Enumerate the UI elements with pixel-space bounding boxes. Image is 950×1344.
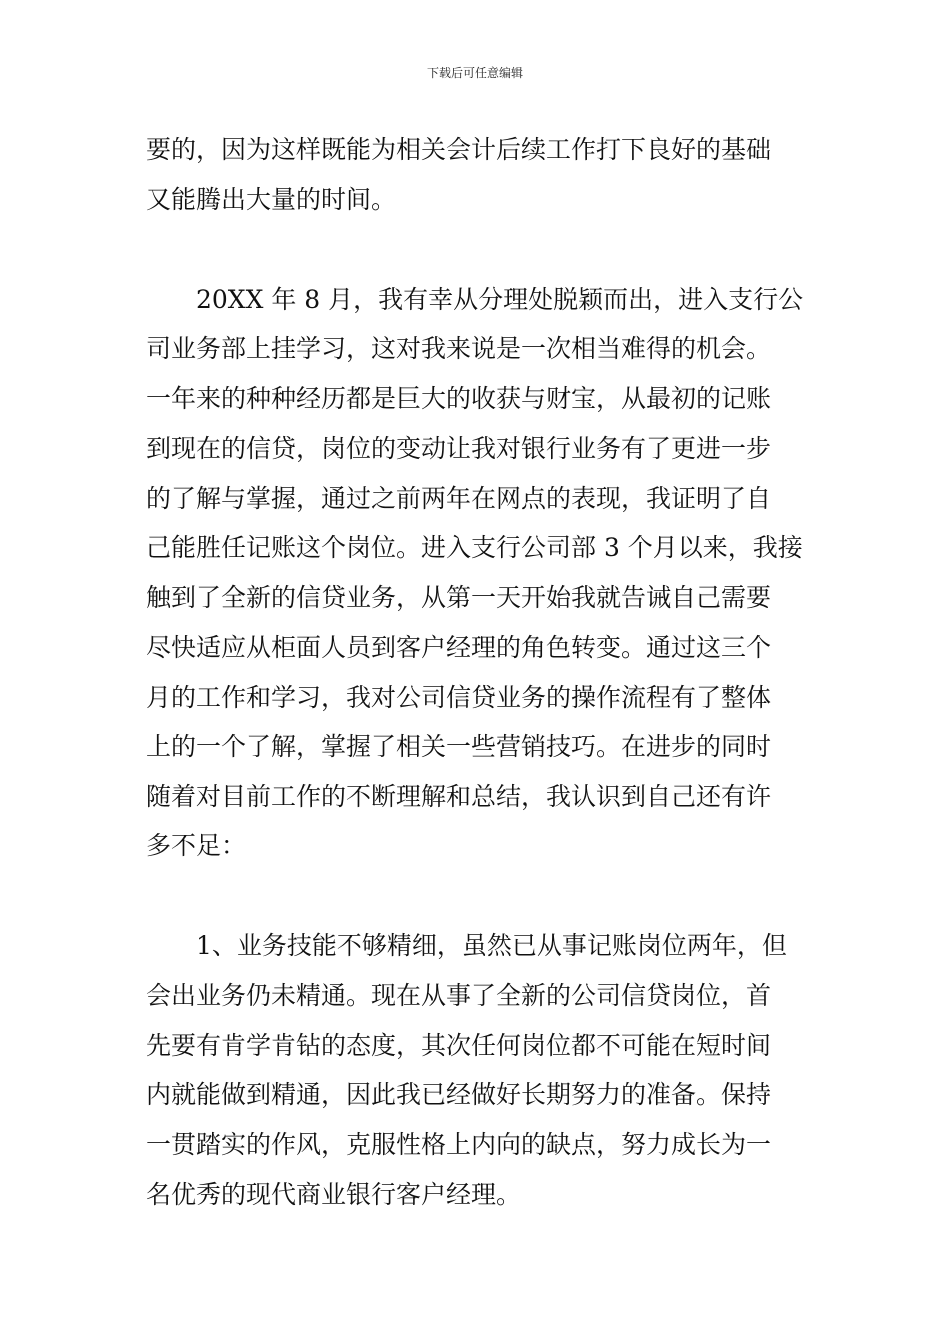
text-line: 上的一个了解，掌握了相关一些营销技巧。在进步的同时	[146, 732, 772, 761]
text-line: 先要有肯学肯钻的态度，其次任何岗位都不可能在短时间	[146, 1031, 772, 1060]
text-line: 己能胜任记账这个岗位。进入支行公司部 3 个月以来，我接	[146, 533, 803, 562]
text-line: 一年来的种种经历都是巨大的收获与财宝，从最初的记账	[146, 384, 772, 413]
text-line: 触到了全新的信贷业务，从第一天开始我就告诫自己需要	[146, 583, 772, 612]
text-line: 的了解与掌握，通过之前两年在网点的表现，我证明了自	[146, 484, 772, 513]
text-line: 又能腾出大量的时间。	[146, 185, 397, 214]
text-line: 名优秀的现代商业银行客户经理。	[146, 1180, 522, 1209]
text-line: 月的工作和学习，我对公司信贷业务的操作流程有了整体	[146, 683, 772, 712]
text-line: 多不足：	[146, 831, 247, 860]
text-line: 一贯踏实的作风，克服性格上内向的缺点，努力成长为一	[146, 1130, 772, 1159]
page-header: 下载后可任意编辑	[426, 66, 523, 80]
text-line: 会出业务仍未精通。现在从事了全新的公司信贷岗位，首	[146, 981, 772, 1010]
text-line: 尽快适应从柜面人员到客户经理的角色转变。通过这三个	[146, 633, 772, 662]
text-line: 20XX 年 8 月，我有幸从分理处脱颖而出，进入支行公	[146, 285, 804, 314]
text-line: 随着对目前工作的不断理解和总结，我认识到自己还有许	[146, 782, 772, 811]
text-line: 1、业务技能不够精细，虽然已从事记账岗位两年，但	[146, 931, 787, 960]
text-line: 内就能做到精通，因此我已经做好长期努力的准备。保持	[146, 1080, 772, 1109]
text-line: 要的，因为这样既能为相关会计后续工作打下良好的基础	[146, 135, 772, 164]
text-line: 到现在的信贷，岗位的变动让我对银行业务有了更进一步	[146, 434, 772, 463]
text-line: 司业务部上挂学习，这对我来说是一次相当难得的机会。	[146, 334, 772, 363]
